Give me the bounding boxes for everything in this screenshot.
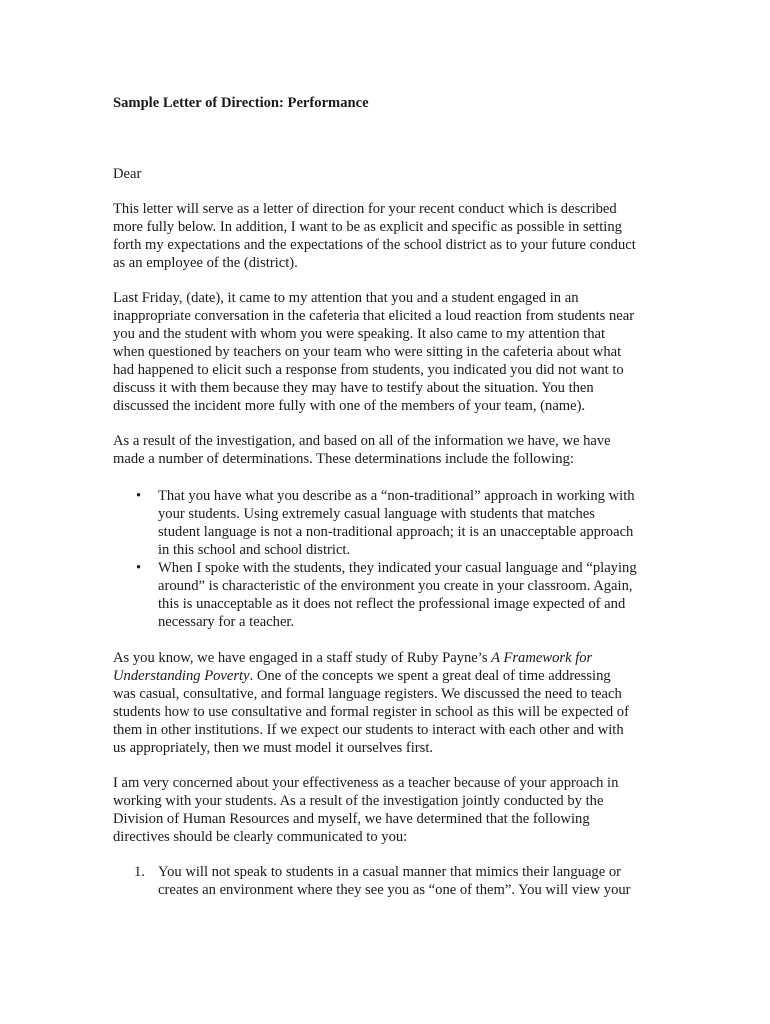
text-line: around” is characteristic of the environment you create in your classroom. Again, [158,578,633,594]
text-run: As you know, we have engaged in a staff study of Ruby Payne’s [113,650,492,666]
text-line: working with your students. As a result of the investigation jointly conducted by the [113,793,604,809]
list-number: 1. [134,864,145,880]
text-line: as an employee of the (district). [113,255,298,271]
text-line: student language is not a non-traditional approach; it is an unacceptable approach [158,524,634,540]
text-line: this is unacceptable as it does not reflect the professional image expected of and [158,596,626,612]
text-line: had happened to elicit such a response from students, you indicated you did not want to [113,362,624,378]
text-line: was casual, consultative, and formal language registers. We discussed the need to teach [113,686,622,702]
bullet-marker: • [136,488,142,504]
text-line: necessary for a teacher. [158,614,295,630]
text-line: when questioned by teachers on your team who were sitting in the cafeteria about what [113,344,622,360]
text-line: creates an environment where they see you as “one of them”. You will view your [158,882,631,898]
text-line: your students. Using extremely casual language with students that matches [158,506,595,522]
text-line: discuss it with them because they may have to testify about the situation. You then [113,380,594,396]
text-line: forth my expectations and the expectations of the school district as to your future conduct [113,237,636,253]
text-line: in this school and school district. [158,542,351,558]
text-line: more fully below. In addition, I want to be as explicit and specific as possible in setting [113,219,622,235]
text-line: us appropriately, then we must model it ourselves first. [113,740,434,756]
book-title: Understanding Poverty [113,668,250,684]
text-line: you and the student with whom you were speaking. It also came to my attention that [113,326,606,342]
letter-title: Sample Letter of Direction: Performance [113,95,369,111]
text-line: You will not speak to students in a casual manner that mimics their language or [158,864,621,880]
text-line: made a number of determinations. These determinations include the following: [113,451,574,467]
text-line: inappropriate conversation in the cafeteria that elicited a loud reaction from students near [113,308,635,324]
book-title: A Framework for [491,650,593,666]
text-line [113,649,592,667]
text-line: This letter will serve as a letter of direction for your recent conduct which is described [113,201,617,217]
text-line: students how to use consultative and formal register in school as this will be expected of [113,704,629,720]
text-line: Division of Human Resources and myself, we have determined that the following [113,811,590,827]
text-line: discussed the incident more fully with one of the members of your team, (name). [113,398,586,414]
text-line: I am very concerned about your effectiveness as a teacher because of your approach in [113,775,619,791]
text-line: When I spoke with the students, they indicated your casual language and “playing [158,560,637,576]
text-line: them in other institutions. If we expect our students to interact with each other and with [113,722,624,738]
text-run: . One of the concepts we spent a great deal of time addressing [249,668,611,684]
text-line: As a result of the investigation, and based on all of the information we have, we have [113,433,611,449]
bullet-marker: • [136,560,142,576]
text-line: Last Friday, (date), it came to my attention that you and a student engaged in an [113,290,579,306]
text-line: directives should be clearly communicated to you: [113,829,408,845]
text-line: That you have what you describe as a “non-traditional” approach in working with [158,488,635,504]
salutation: Dear [113,166,142,182]
text-line [113,667,611,685]
